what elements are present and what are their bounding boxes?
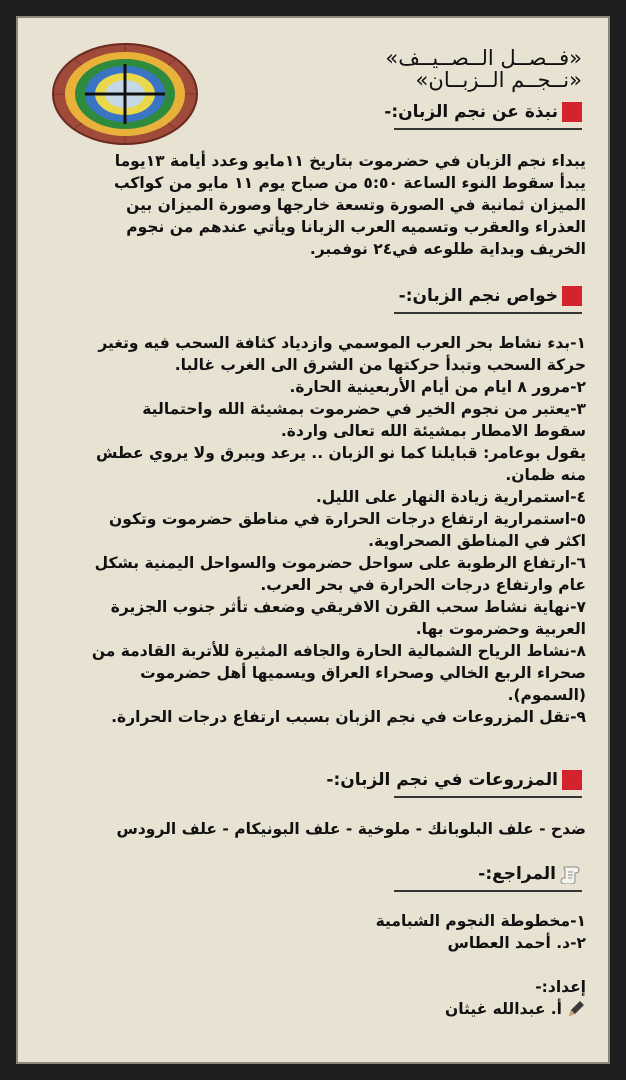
feature-line: ٢-مرور ٨ ايام من أيام الأربعينية الحارة.: [289, 378, 586, 396]
feature-line: ٦-ارتفاع الرطوبة على سواحل حضرموت والسواحل اليمنية بشكل: [94, 554, 586, 572]
red-square-icon: [562, 286, 582, 306]
references-section: [38, 864, 582, 892]
scroll-icon: [560, 864, 582, 884]
section-divider: [394, 890, 582, 892]
feature-line: صحراء الربع الخالي وصحراء العراق ويسميها أهل حضرموت: [140, 664, 586, 682]
zodiac-wheel-logo: [50, 42, 200, 146]
red-square-icon: [562, 770, 582, 790]
feature-line: ٥-استمرارية ارتفاع درجات الحرارة في مناطق حضرموت وتكون: [109, 510, 586, 528]
feature-line: يقول بوعامر: قبايلنا كما نو الزبان .. يرعد ويبرق ولا يروي عطش: [95, 444, 586, 462]
intro-line: يبدأ سقوط النوء الساعة ٥:٥٠ من صباح يوم ١١ مايو من كواكب: [113, 174, 586, 192]
feature-line: ٣-يعتبر من نجوم الخير في حضرموت بمشيئة الله واحتمالية: [142, 400, 586, 418]
feature-line: حركة السحب وتبدأ حركتها من الشرق الى الغرب غالبا.: [174, 356, 586, 374]
feature-line: ٤-استمرارية زيادة النهار على الليل.: [315, 488, 586, 506]
reference-item: ٢-د. أحمد العطاس: [447, 934, 586, 952]
intro-line: الميزان ثمانية في الصورة وتسعة خارجها وصورة الميزان بين: [126, 196, 586, 214]
feature-line: سقوط الامطار بمشيئة الله تعالى واردة.: [280, 422, 586, 440]
author-label: إعداد:-: [535, 978, 586, 996]
features-list: [30, 332, 586, 728]
references-heading: المراجع:-: [478, 864, 556, 884]
reference-item: ١-مخطوطة النجوم الشبامية: [375, 912, 586, 930]
crops-section: [38, 770, 582, 798]
feature-line: ٨-نشاط الرياح الشمالية الحارة والجافه المثيرة للأتربة القادمة من: [91, 642, 586, 660]
features-section: [38, 286, 582, 314]
crops-heading: المزروعات في نجم الزبان:-: [326, 770, 558, 790]
intro-paragraph: [30, 150, 586, 260]
title-season: «فــصــل الــصــيــف»: [385, 46, 582, 70]
feature-line: ٧-نهاية نشاط سحب القرن الافريقي وضعف تأثر جنوب الجزيرة: [110, 598, 586, 616]
references-list: [30, 910, 586, 954]
title-star: «نــجــم الــزبــان»: [415, 68, 582, 92]
pen-icon: [566, 999, 586, 1019]
section-divider: [394, 796, 582, 798]
red-square-icon: [562, 102, 582, 122]
feature-line: اكثر في المناطق الصحراوية.: [368, 532, 586, 550]
feature-line: ١-بدء نشاط بحر العرب الموسمي وازدياد كثافة السحب فيه وتغير: [98, 334, 586, 352]
features-heading: خواص نجم الزبان:-: [398, 286, 558, 306]
feature-line: (السموم).: [507, 686, 586, 704]
author-name: أ. عبدالله غيثان: [444, 1000, 562, 1018]
document-card: [16, 16, 610, 1064]
feature-line: العربية وحضرموت بها.: [415, 620, 586, 638]
section-divider: [394, 128, 582, 130]
feature-line: عام وارتفاع درجات الحرارة في بحر العرب.: [260, 576, 586, 594]
intro-line: يبداء نجم الزبان في حضرموت بتاريخ ١١مايو وعدد أيامة ١٣يوما: [114, 152, 586, 170]
section-divider: [394, 312, 582, 314]
feature-line: منه ظمان.: [505, 466, 586, 484]
intro-line: العذراء والعقرب وتسميه العرب الزبانا ويأتي عندهم من نجوم: [126, 218, 586, 236]
feature-line: ٩-تقل المزروعات في نجم الزبان بسبب ارتفاع درجات الحرارة.: [111, 708, 586, 726]
crops-text: ضدح - علف البلوبانك - ملوخية - علف البونيكام - علف الرودس: [116, 820, 586, 838]
intro-section: [38, 102, 582, 130]
intro-heading: نبذة عن نجم الزبان:-: [384, 102, 558, 122]
author-block: [30, 976, 586, 1020]
intro-line: الخريف وبداية طلوعه في٢٤ نوفمبر.: [309, 240, 586, 258]
